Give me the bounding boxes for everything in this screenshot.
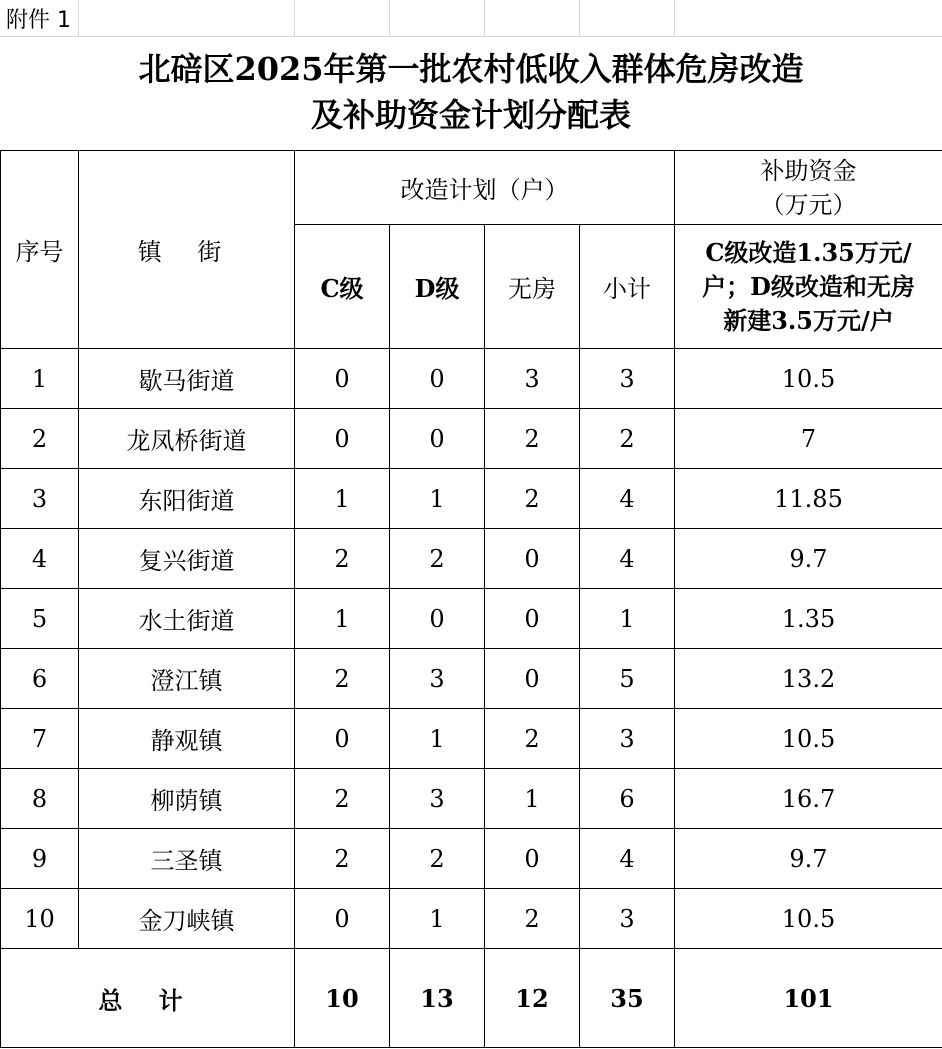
seq-cell: 9 [1, 829, 79, 889]
table-row [1, 829, 942, 889]
subtotal-cell: 4 [580, 469, 675, 529]
town-cell: 复兴街道 [79, 529, 295, 589]
c-level-cell: 0 [295, 409, 390, 469]
c-level-cell: 1 [295, 589, 390, 649]
c-level-cell: 2 [295, 529, 390, 589]
funds-cell: 1.35 [675, 589, 942, 649]
town-cell: 水土街道 [79, 589, 295, 649]
d-level-cell: 3 [390, 649, 485, 709]
funds-cell: 9.7 [675, 829, 942, 889]
title-line-2: 及补助资金计划分配表 [310, 96, 631, 134]
table-row [1, 529, 942, 589]
attachment-label: 附件 1 [6, 8, 71, 33]
seq-cell: 6 [1, 649, 79, 709]
seq-cell: 2 [1, 409, 79, 469]
no-house-cell: 0 [485, 529, 580, 589]
d-level-cell: 1 [390, 709, 485, 769]
c-level-cell: 0 [295, 349, 390, 409]
funds-cell: 11.85 [675, 469, 942, 529]
funds-cell: 13.2 [675, 649, 942, 709]
c-level-cell: 1 [295, 469, 390, 529]
no-house-cell: 2 [485, 469, 580, 529]
no-house-cell: 2 [485, 409, 580, 469]
d-level-cell: 1 [390, 889, 485, 949]
subtotal-cell: 3 [580, 349, 675, 409]
funds-note-line1: C级改造1.35万元/ [705, 237, 912, 267]
d-level-cell: 3 [390, 769, 485, 829]
seq-cell: 8 [1, 769, 79, 829]
seq-cell: 1 [1, 349, 79, 409]
funds-cell: 10.5 [675, 889, 942, 949]
gridline [484, 0, 485, 36]
no-house-cell: 1 [485, 769, 580, 829]
header-town: 镇 街 [79, 151, 295, 349]
table-row [1, 709, 942, 769]
total-c: 10 [295, 949, 390, 1048]
title-line-1: 北碚区2025年第一批农村低收入群体危房改造 [138, 50, 804, 88]
page-title [0, 46, 942, 138]
no-house-cell: 2 [485, 709, 580, 769]
c-level-cell: 0 [295, 889, 390, 949]
header-plan: 改造计划（户） [295, 151, 675, 225]
total-subtotal: 35 [580, 949, 675, 1048]
d-level-cell: 0 [390, 349, 485, 409]
header-funds [675, 151, 942, 225]
seq-cell: 5 [1, 589, 79, 649]
no-house-cell: 0 [485, 589, 580, 649]
gridline [78, 0, 79, 36]
header-funds-line2: （万元） [760, 190, 857, 219]
no-house-cell: 0 [485, 829, 580, 889]
d-level-cell: 1 [390, 469, 485, 529]
town-cell: 柳荫镇 [79, 769, 295, 829]
total-d: 13 [390, 949, 485, 1048]
c-level-cell: 0 [295, 709, 390, 769]
town-cell: 澄江镇 [79, 649, 295, 709]
table-row [1, 769, 942, 829]
gridline [674, 0, 675, 36]
subtotal-cell: 5 [580, 649, 675, 709]
seq-cell: 10 [1, 889, 79, 949]
town-cell: 三圣镇 [79, 829, 295, 889]
seq-cell: 4 [1, 529, 79, 589]
gridline [294, 0, 295, 36]
header-d-level: D级 [390, 225, 485, 349]
d-level-cell: 2 [390, 829, 485, 889]
subtotal-cell: 4 [580, 829, 675, 889]
table-row [1, 469, 942, 529]
header-no-house: 无房 [485, 225, 580, 349]
gridline [579, 0, 580, 36]
funds-cell: 9.7 [675, 529, 942, 589]
header-funds-line1: 补助资金 [760, 156, 857, 185]
no-house-cell: 3 [485, 349, 580, 409]
funds-cell: 10.5 [675, 709, 942, 769]
funds-note-line2: 户；D级改造和无房 [702, 271, 915, 301]
town-cell: 东阳街道 [79, 469, 295, 529]
total-label: 总 计 [1, 949, 295, 1048]
subtotal-cell: 4 [580, 529, 675, 589]
funds-cell: 7 [675, 409, 942, 469]
allocation-table [0, 150, 942, 1048]
table-row [1, 889, 942, 949]
table-row [1, 349, 942, 409]
total-row [1, 949, 942, 1048]
table-row [1, 589, 942, 649]
gridline [389, 0, 390, 36]
c-level-cell: 2 [295, 829, 390, 889]
table-row [1, 649, 942, 709]
no-house-cell: 0 [485, 649, 580, 709]
no-house-cell: 2 [485, 889, 580, 949]
seq-cell: 3 [1, 469, 79, 529]
gridline [0, 36, 942, 37]
subtotal-cell: 2 [580, 409, 675, 469]
total-funds: 101 [675, 949, 942, 1048]
table-row [1, 409, 942, 469]
town-cell: 金刀峡镇 [79, 889, 295, 949]
d-level-cell: 0 [390, 589, 485, 649]
c-level-cell: 2 [295, 769, 390, 829]
subtotal-cell: 6 [580, 769, 675, 829]
funds-cell: 16.7 [675, 769, 942, 829]
d-level-cell: 2 [390, 529, 485, 589]
town-cell: 龙凤桥街道 [79, 409, 295, 469]
subtotal-cell: 3 [580, 709, 675, 769]
subtotal-cell: 1 [580, 589, 675, 649]
d-level-cell: 0 [390, 409, 485, 469]
header-c-level: C级 [295, 225, 390, 349]
total-no-house: 12 [485, 949, 580, 1048]
header-funds-note [675, 225, 942, 349]
c-level-cell: 2 [295, 649, 390, 709]
subtotal-cell: 3 [580, 889, 675, 949]
town-cell: 歇马街道 [79, 349, 295, 409]
seq-cell: 7 [1, 709, 79, 769]
funds-note-line3: 新建3.5万元/户 [723, 305, 894, 335]
header-seq: 序号 [1, 151, 79, 349]
funds-cell: 10.5 [675, 349, 942, 409]
town-cell: 静观镇 [79, 709, 295, 769]
header-subtotal: 小计 [580, 225, 675, 349]
